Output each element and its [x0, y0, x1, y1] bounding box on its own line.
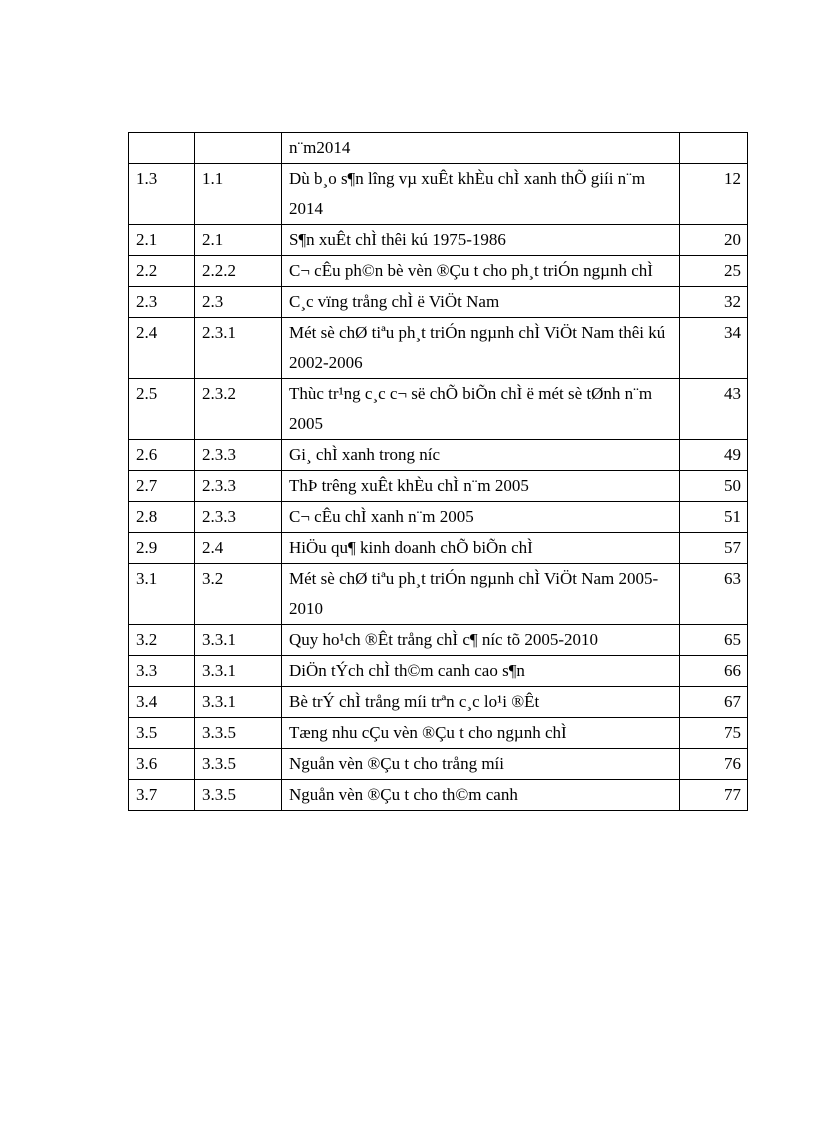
table-row [129, 533, 748, 564]
table-row [129, 749, 748, 780]
page-number-cell: 43 [680, 379, 748, 440]
page-number-cell: 66 [680, 656, 748, 687]
table-row [129, 318, 748, 379]
table-row [129, 625, 748, 656]
figure-title-cell: Mét sè chØ tiªu ph¸t triÓn ngµnh chÌ ViÖt Nam thêi kú 2002-2006 [282, 318, 680, 379]
section-number-cell [195, 133, 282, 164]
section-number-cell: 3.3.5 [195, 718, 282, 749]
table-row [129, 379, 748, 440]
figure-title-cell: ThÞ trêng xuÊt khÈu chÌ n¨m 2005 [282, 471, 680, 502]
table-row [129, 564, 748, 625]
figure-number-cell: 2.7 [129, 471, 195, 502]
figure-number-cell: 2.8 [129, 502, 195, 533]
table-row [129, 780, 748, 811]
figure-number-cell: 1.3 [129, 164, 195, 225]
figure-number-cell: 3.6 [129, 749, 195, 780]
figure-title-cell: Quy ho¹ch ®Êt trång chÌ c¶ níc tõ 2005-2010 [282, 625, 680, 656]
page-number-cell: 50 [680, 471, 748, 502]
figure-number-cell: 2.9 [129, 533, 195, 564]
figure-number-cell: 3.4 [129, 687, 195, 718]
page-number-cell: 77 [680, 780, 748, 811]
section-number-cell: 3.2 [195, 564, 282, 625]
figure-title-cell: C¬ cÊu ph©n bè vèn ®Çu t cho ph¸t triÓn ngµnh chÌ [282, 256, 680, 287]
page-number-cell: 51 [680, 502, 748, 533]
section-number-cell: 3.3.1 [195, 625, 282, 656]
figure-title-cell: Bè trÝ chÌ trång míi trªn c¸c lo¹i ®Êt [282, 687, 680, 718]
figure-number-cell: 3.7 [129, 780, 195, 811]
page-number-cell: 57 [680, 533, 748, 564]
table-row [129, 687, 748, 718]
section-number-cell: 2.3.2 [195, 379, 282, 440]
section-number-cell: 2.2.2 [195, 256, 282, 287]
table-of-figures [128, 132, 748, 811]
section-number-cell: 2.3.3 [195, 502, 282, 533]
page-number-cell: 20 [680, 225, 748, 256]
page-number-cell: 12 [680, 164, 748, 225]
table-row [129, 718, 748, 749]
table-row [129, 656, 748, 687]
page-number-cell: 49 [680, 440, 748, 471]
figure-title-cell: Mét sè chØ tiªu ph¸t triÓn ngµnh chÌ ViÖt Nam 2005-2010 [282, 564, 680, 625]
figure-number-cell [129, 133, 195, 164]
section-number-cell: 2.4 [195, 533, 282, 564]
table-row [129, 256, 748, 287]
figure-number-cell: 2.4 [129, 318, 195, 379]
figure-number-cell: 3.1 [129, 564, 195, 625]
figure-title-cell: Gi¸ chÌ xanh trong níc [282, 440, 680, 471]
figure-title-cell: Thùc tr¹ng c¸c c¬ së chÕ biÕn chÌ ë mét sè tØnh n¨m 2005 [282, 379, 680, 440]
table-row [129, 133, 748, 164]
figure-title-cell: C¬ cÊu chÌ xanh n¨m 2005 [282, 502, 680, 533]
table-row [129, 225, 748, 256]
section-number-cell: 2.3.3 [195, 471, 282, 502]
section-number-cell: 2.3 [195, 287, 282, 318]
figure-title-cell: Nguån vèn ®Çu t cho trång míi [282, 749, 680, 780]
section-number-cell: 3.3.5 [195, 749, 282, 780]
section-number-cell: 1.1 [195, 164, 282, 225]
table-row [129, 164, 748, 225]
figure-title-cell: DiÖn tÝch chÌ th©m canh cao s¶n [282, 656, 680, 687]
table-row [129, 440, 748, 471]
figure-title-cell: S¶n xuÊt chÌ thêi kú 1975-1986 [282, 225, 680, 256]
page-number-cell: 65 [680, 625, 748, 656]
figure-number-cell: 2.6 [129, 440, 195, 471]
table-row [129, 471, 748, 502]
page-number-cell: 32 [680, 287, 748, 318]
section-number-cell: 2.1 [195, 225, 282, 256]
table-row [129, 287, 748, 318]
figure-number-cell: 2.2 [129, 256, 195, 287]
figure-title-cell: Nguån vèn ®Çu t cho th©m canh [282, 780, 680, 811]
page-number-cell: 25 [680, 256, 748, 287]
page-number-cell: 67 [680, 687, 748, 718]
page-number-cell: 75 [680, 718, 748, 749]
section-number-cell: 2.3.1 [195, 318, 282, 379]
table-body [129, 133, 748, 811]
page-number-cell: 76 [680, 749, 748, 780]
figure-number-cell: 3.2 [129, 625, 195, 656]
figure-number-cell: 2.3 [129, 287, 195, 318]
section-number-cell: 3.3.5 [195, 780, 282, 811]
table-row [129, 502, 748, 533]
figure-number-cell: 3.3 [129, 656, 195, 687]
figure-title-cell: Dù b¸o s¶n lîng vµ xuÊt khÈu chÌ xanh thÕ giíi n¨m 2014 [282, 164, 680, 225]
section-number-cell: 2.3.3 [195, 440, 282, 471]
figure-title-cell: Tæng nhu cÇu vèn ®Çu t cho ngµnh chÌ [282, 718, 680, 749]
page-number-cell [680, 133, 748, 164]
figure-title-cell: HiÖu qu¶ kinh doanh chÕ biÕn chÌ [282, 533, 680, 564]
figure-title-cell: n¨m2014 [282, 133, 680, 164]
section-number-cell: 3.3.1 [195, 687, 282, 718]
section-number-cell: 3.3.1 [195, 656, 282, 687]
figure-number-cell: 2.5 [129, 379, 195, 440]
page-number-cell: 63 [680, 564, 748, 625]
figure-number-cell: 3.5 [129, 718, 195, 749]
figure-number-cell: 2.1 [129, 225, 195, 256]
figure-title-cell: C¸c vïng trång chÌ ë ViÖt Nam [282, 287, 680, 318]
page-number-cell: 34 [680, 318, 748, 379]
